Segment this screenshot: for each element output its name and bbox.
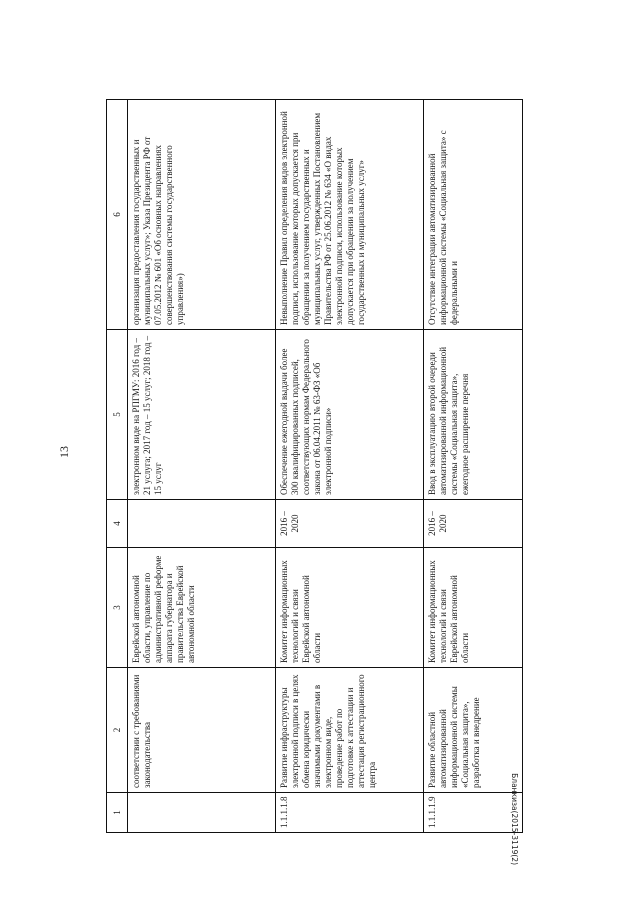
table-row xyxy=(424,100,523,833)
program-measures-table xyxy=(106,99,523,833)
table-header-row xyxy=(107,100,128,833)
measure-name: Развитие областной автоматизированной информационной системы «Социальная защита», разработка и внедрение xyxy=(424,668,523,793)
period: 2016 – 2020 xyxy=(276,500,424,548)
expected-result: Обеспечение ежегодной выдачи более 300 квалифицированных подписей, соответствующих нормам Федерального закона от 06.04.2011 № 63-ФЗ «Об электронной подписи» xyxy=(276,330,424,500)
measure-name: соответствии с требованиями законодательства xyxy=(128,668,276,793)
column-header-3: 3 xyxy=(107,548,128,668)
row-number xyxy=(128,793,276,833)
executor: Комитет информационных технологий и связи Еврейской автономной области xyxy=(276,548,424,668)
risk-consequence: Отсутствие интеграции автоматизированной информационной системы «Социальная защита» с федеральными и xyxy=(424,100,523,330)
column-header-5: 5 xyxy=(107,330,128,500)
period: 2016 – 2020 xyxy=(424,500,523,548)
column-header-2: 2 xyxy=(107,668,128,793)
row-number: 1.1.1.1.9 xyxy=(424,793,523,833)
table-row xyxy=(128,100,276,833)
period xyxy=(128,500,276,548)
document-code: Бланкиза(2015-3119(2) xyxy=(510,773,519,865)
row-number: 1.1.1.1.8 xyxy=(276,793,424,833)
rotated-table-container xyxy=(106,100,523,833)
executor: Комитет информационных технологий и связи Еврейской автономной области xyxy=(424,548,523,668)
expected-result: Ввод в эксплуатацию второй очереди автоматизированной информационной системы «Социальная защита», ежегодное расширение перечня xyxy=(424,330,523,500)
expected-result: электронном виде на РПГМУ: 2016 год – 21 услуга; 2017 год – 15 услуг; 2018 год – 15 услуг xyxy=(128,330,276,500)
table-row xyxy=(276,100,424,833)
measure-name: Развитие инфраструктуры электронной подписи в целях обмена юридически значимыми документами в электронном виде, проведение работ по подготовке к аттестации и аттестация регистрационного центра xyxy=(276,668,424,793)
risk-consequence: Невыполнение Правил определения видов электронной подписи, использование которых допускается при обращении за получением государственных и муниципальных услуг, утвержденных Постановлением Правительства РФ от 25.06.2012 № 634 «О видах электронной подписи, использование которых допускается при обращении за получением государственных и муниципальных услуг» xyxy=(276,100,424,330)
executor: Еврейской автономной области, управление по административной реформе аппарата губернатора и правительства Еврейской автономной области xyxy=(128,548,276,668)
risk-consequence: организация предоставления государственных и муниципальных услуг»; Указа Президента РФ от 07.05.2012 № 601 «Об основных направлениях совершенствования системы государственного управления») xyxy=(128,100,276,330)
column-header-4: 4 xyxy=(107,500,128,548)
page-number: 13 xyxy=(57,446,71,458)
column-header-6: 6 xyxy=(107,100,128,330)
column-header-1: 1 xyxy=(107,793,128,833)
